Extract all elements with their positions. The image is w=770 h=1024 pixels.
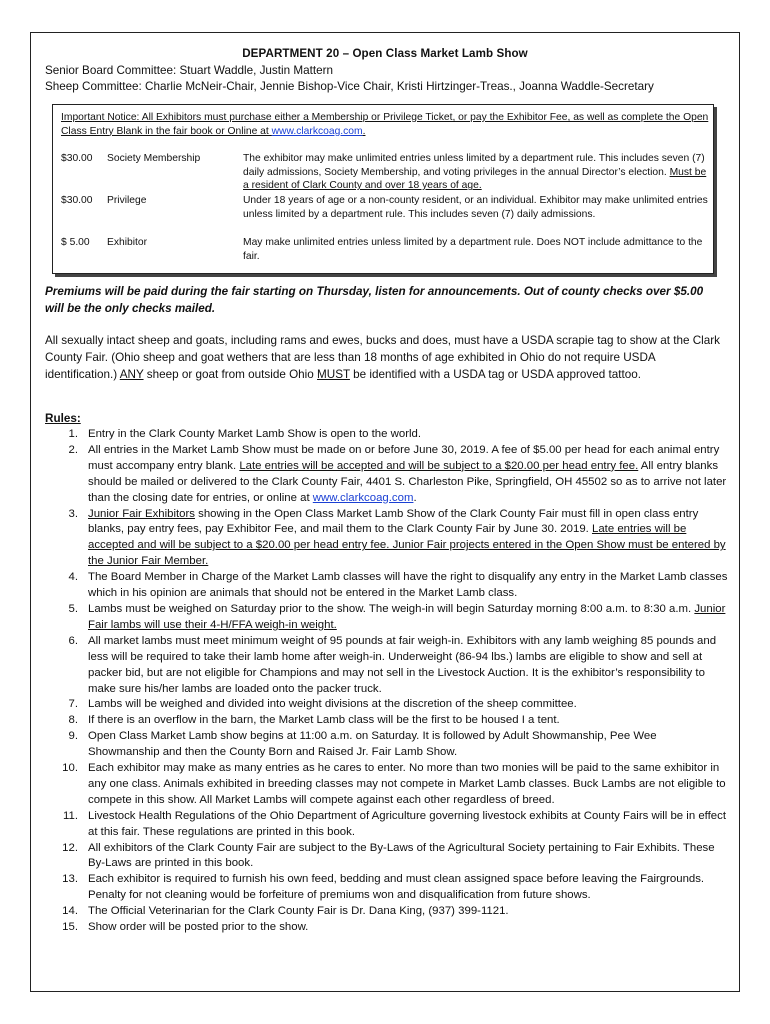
fee-name: Exhibitor [107,237,148,248]
rule-item: 9. Open Class Market Lamb show begins at 11:00 a.m. on Saturday. It is followed by Adult Showmanship, Pee Wee Showmanship and then the County Born and Raised Jr. Fair Lamb Show. [68,730,657,759]
important-notice-box [52,104,714,274]
scrapie-tag-paragraph: All sexually intact sheep and goats, including rams and ewes, bucks and does, must have a USDA scrapie tag to show at the Clark County Fair. (Ohio sheep and goat wethers that are less than 18 months of age exhibited in Ohio do not require USDA identification.) ANY sheep or goat from outside Ohio MUST be identified with a USDA tag or USDA approved tattoo. [45,334,720,381]
rule-item: 10. Each exhibitor may make as many entries as he cares to enter. No more than two monies will be paid to the same exhibitor in any one class. Animals exhibited in breeding classes may not compete in Market Lamb classes. Buck Lambs are not eligible to compete in this show. All Market Lambs will compete against each other regardless of breed. [62,762,726,806]
rule-item: 2. All entries in the Market Lamb Show must be made on or before June 30, 2019. A fee of $5.00 per head for each animal entry must accompany entry blank. Late entries will be accepted and will be subject to a $20.00 per head entry fee. All entry blanks should be mailed or delivered to the Clark County Fair, 4401 S. Charleston Pike, Springfield, OH 45502 so as to arrive not later than the closing date for entries, or online at www.clarkcoag.com. [68,443,727,504]
premiums-notice: Premiums will be paid during the fair starting on Thursday, listen for announcements. Out of county checks over $5.00 will be the only checks mailed. [45,285,704,315]
fee-row-membership [61,152,711,194]
clarkcoag-link[interactable]: www.clarkcoag.com [312,491,414,504]
rule-item: 5. Lambs must be weighed on Saturday prior to the show. The weigh-in will begin Saturday morning 8:00 a.m. to 8:30 a.m. Junior Fair lambs will use their 4-H/FFA weigh-in weight. [68,602,726,631]
rule-item: 1. Entry in the Clark County Market Lamb Show is open to the world. [68,428,422,440]
rule-item: 3. Junior Fair Exhibitors showing in the Open Class Market Lamb Show of the Clark County Fair must fill in open class entry blanks, pay entry fees, pay Exhibitor Fee, and mail them to the Clark County Fair by June 30. 2019. Late entries will be accepted and will be subject to a $20.00 per head entry fee. Junior Fair projects entered in the Open Show must be entered by the Junior Fair Member. [68,507,726,568]
sheep-committee: Sheep Committee: Charlie McNeir-Chair, Jennie Bishop-Vice Chair, Kristi Hirtzinger-Treas., Joanna Waddle-Secretary [45,80,654,93]
rule-item: 11. Livestock Health Regulations of the Ohio Department of Agriculture governing livestock exhibits at County Fairs will be in effect at this fair. These regulations are printed in this book. [63,809,726,838]
rule-item: 15. Show order will be posted prior to the show. [62,921,309,934]
fee-description: The exhibitor may make unlimited entries unless limited by a department rule. This includes seven (7) daily admissions, Society Membership, and voting privileges in the annual Director’s election. Must be a resident of Clark County and over 18 years of age. [243,153,707,192]
important-notice-text: Important Notice: All Exhibitors must purchase either a Membership or Privilege Ticket, or pay the Exhibitor Fee, as well as complete the Open Class Entry Blank in the fair book or Online at www.clarkcoag.com. [61,112,709,137]
rules-list [48,427,728,936]
fee-description: May make unlimited entries unless limited by a department rule. Does NOT include admittance to the fair. [243,237,703,262]
fee-amount: $30.00 [61,153,93,164]
rules-heading: Rules: [45,412,81,425]
senior-board-committee: Senior Board Committee: Stuart Waddle, Justin Mattern [45,64,333,77]
rule-item: 6. All market lambs must meet minimum weight of 95 pounds at fair weigh-in. Exhibitors with any lamb weighing 85 pounds and less will be required to take their lamb home after weigh-in. Underweight (86-94 lbs.) lambs are eligible to show and sell at packer bid, but are not eligible for Champions and may not sell in the Livestock Auction. It is the exhibitor’s responsibility to make sure his/her lambs are loaded onto the packer truck. [68,634,717,695]
fee-row-exhibitor [61,236,711,266]
rule-item: 4. The Board Member in Charge of the Market Lamb classes will have the right to disqualify any entry in the Market Lamb classes which in his opinion are animals that should not be entered in the Market Lamb class. [68,571,728,600]
fee-row-privilege [61,194,711,236]
rule-item: 14. The Official Veterinarian for the Clark County Fair is Dr. Dana King, (937) 399-1121. [62,905,509,918]
fee-name: Privilege [107,195,147,206]
rule-item: 13. Each exhibitor is required to furnish his own feed, bedding and must clean assigned space before leaving the Fairgrounds. Penalty for not cleaning would be forfeiture of premiums won and disqualification from future shows. [62,873,705,902]
fee-name: Society Membership [107,153,201,164]
clarkcoag-link[interactable]: www.clarkcoag.com [271,125,363,137]
rule-item: 8. If there is an overflow in the barn, the Market Lamb class will be the first to be housed I a tent. [68,714,560,727]
rule-item: 12. All exhibitors of the Clark County Fair are subject to the By-Laws of the Agricultural Society pertaining to Fair Exhibits. These By-Laws are printed in this book. [62,841,715,870]
fee-description: Under 18 years of age or a non-county resident, or an individual. Exhibitor may make unlimited entries unless limited by a department rule. This includes seven (7) daily admissions. [243,195,708,220]
rule-item: 7. Lambs will be weighed and divided into weight divisions at the discretion of the sheep committee. [68,698,577,711]
fee-amount: $ 5.00 [61,237,90,248]
page-title: DEPARTMENT 20 – Open Class Market Lamb Show [242,47,528,60]
fee-amount: $30.00 [61,195,93,206]
